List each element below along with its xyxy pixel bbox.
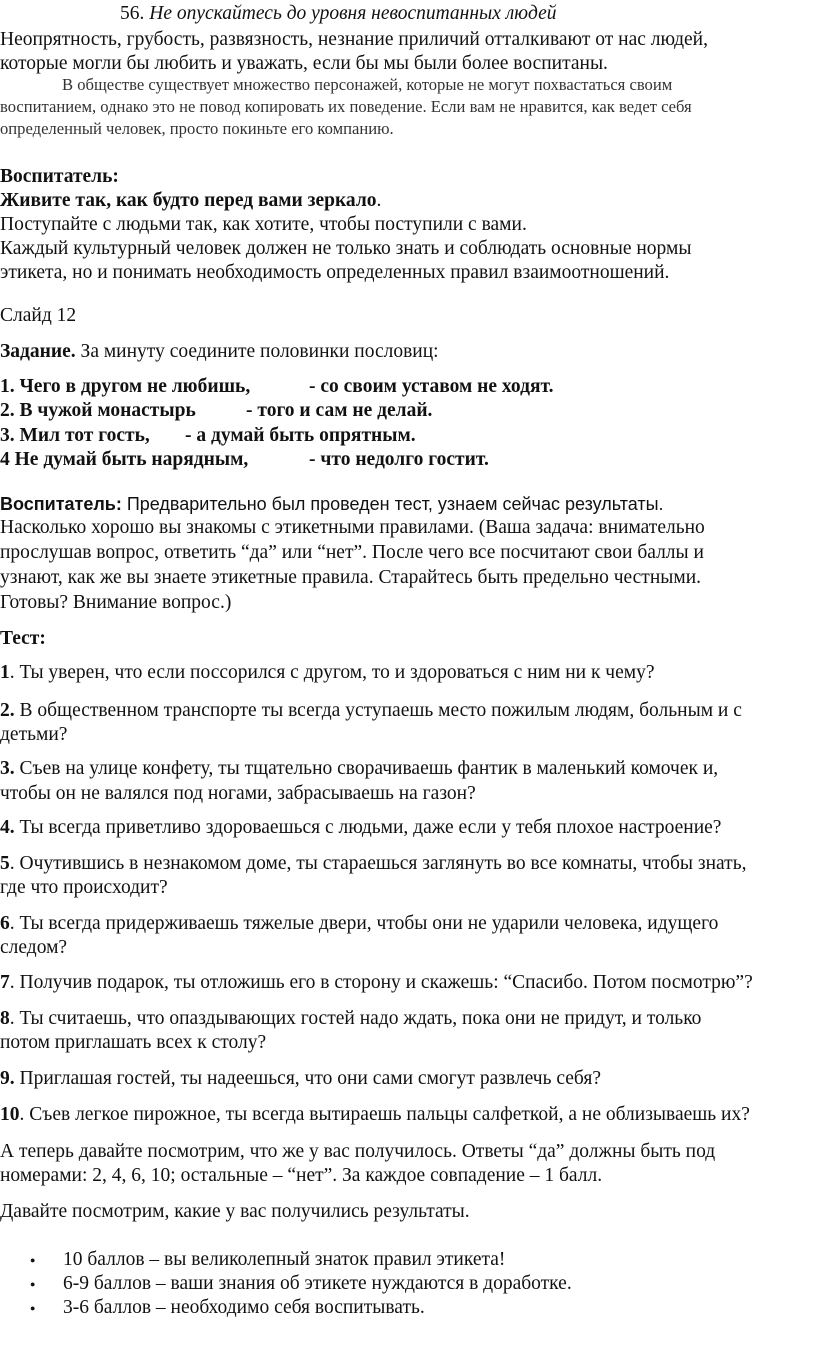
proverb-right: - того и сам не делай. — [246, 400, 433, 421]
motto-period: . — [376, 190, 382, 211]
question-text: . Ты уверен, что если поссорился с другом, то и здороваться с ним ни к чему? — [9, 662, 655, 683]
results-intro: Давайте посмотрим, какие у вас получились результаты. — [0, 1201, 470, 1222]
answers-line: А теперь давайте посмотрим, что же у вас получилось. Ответы “да” должны быть под — [0, 1141, 716, 1162]
test-question — [0, 757, 718, 781]
question-text-cont: чтобы он не валялся под ногами, забрасываешь на газон? — [0, 783, 476, 804]
question-number: 1 — [0, 662, 10, 683]
intro-small-line: определенный человек, просто покиньте его компанию. — [0, 119, 394, 138]
proverb-right: - что недолго гостит. — [309, 449, 489, 470]
test-question — [0, 699, 742, 723]
intro-line: которые могли бы любить и уважать, если бы мы были более воспитаны. — [0, 53, 608, 74]
educator-results-text: Предварительно был проведен тест, узнаем сейчас результаты. — [121, 494, 664, 514]
answers-line: номерами: 2, 4, 6, 10; остальные – “нет”. За каждое совпадение – 1 балл. — [0, 1165, 603, 1186]
task-line — [0, 340, 439, 364]
question-number: 2. — [0, 700, 15, 721]
test-question — [0, 852, 746, 876]
question-text-cont: где что происходит? — [0, 877, 168, 898]
proverb-right: - со своим уставом не ходят. — [309, 376, 554, 397]
educator-text-line: этикета, но и понимать необходимость определенных правил взаимоотношений. — [0, 262, 670, 283]
proverb-left: 4 Не думай быть нарядным, — [0, 449, 249, 470]
test-question — [0, 816, 721, 840]
slide-label: Слайд 12 — [0, 305, 77, 326]
section-number: 56. — [120, 3, 145, 24]
question-text-cont: следом? — [0, 937, 68, 958]
bullet-icon: ● — [30, 1279, 36, 1289]
question-number: 7 — [0, 972, 10, 993]
educator-text-line: Насколько хорошо вы знакомы с этикетными правилами. (Ваша задача: внимательно — [0, 517, 705, 538]
educator-text-line: прослушав вопрос, ответить “да” или “нет”. После чего все посчитают свои баллы и — [0, 542, 704, 563]
educator-results-line — [0, 492, 664, 516]
test-label: Тест: — [0, 628, 46, 649]
proverb-left: 1. Чего в другом не любишь, — [0, 376, 251, 397]
result-item: 10 баллов – вы великолепный знаток правил этикета! — [63, 1249, 506, 1270]
question-text-cont: потом приглашать всех к столу? — [0, 1032, 267, 1053]
educator-label: Воспитатель: — [0, 494, 122, 514]
question-number: 3. — [0, 758, 15, 779]
question-text: . Ты всегда придерживаешь тяжелые двери, чтобы они не ударили человека, идущего — [9, 913, 719, 934]
question-text-cont: детьми? — [0, 724, 68, 745]
test-question — [0, 1007, 701, 1031]
test-question — [0, 1067, 601, 1091]
question-number: 8 — [0, 1008, 10, 1029]
section-title: Не опускайтесь до уровня невоспитанных людей — [149, 3, 557, 24]
result-item: 3-6 баллов – необходимо себя воспитывать. — [63, 1297, 425, 1318]
educator-text-line: Готовы? Внимание вопрос.) — [0, 592, 232, 613]
proverb-right: - а думай быть опрятным. — [185, 425, 416, 446]
question-text: . Очутившись в незнакомом доме, ты стараешься заглянуть во все комнаты, чтобы знать, — [9, 853, 747, 874]
question-text: . Ты считаешь, что опаздывающих гостей надо ждать, пока они не придут, и только — [9, 1008, 702, 1029]
question-text: Приглашая гостей, ты надеешься, что они сами смогут развлечь себя? — [14, 1068, 601, 1089]
task-label: Задание. — [0, 341, 76, 362]
question-number: 4. — [0, 817, 15, 838]
question-text: . Съев легкое пирожное, ты всегда вытираешь пальцы салфеткой, а не облизываешь их? — [19, 1104, 750, 1125]
educator-motto: Живите так, как будто перед вами зеркало — [0, 190, 377, 211]
question-number: 10 — [0, 1104, 20, 1125]
section-heading — [120, 2, 557, 26]
intro-small-line: В обществе существует множество персонажей, которые не могут похвастаться своим — [62, 75, 673, 94]
intro-small-line: воспитанием, однако это не повод копировать их поведение. Если вам не нравится, как ведет себя — [0, 97, 692, 116]
educator-motto-line — [0, 189, 381, 213]
question-number: 6 — [0, 913, 10, 934]
intro-line: Неопрятность, грубость, развязность, незнание приличий отталкивают от нас людей, — [0, 29, 708, 50]
question-text: В общественном транспорте ты всегда уступаешь место пожилым людям, больным и с — [14, 700, 742, 721]
question-text: . Получив подарок, ты отложишь его в сторону и скажешь: “Спасибо. Потом посмотрю”? — [9, 972, 753, 993]
question-text: Съев на улице конфету, ты тщательно сворачиваешь фантик в маленький комочек и, — [14, 758, 719, 779]
proverb-left: 2. В чужой монастырь — [0, 400, 196, 421]
test-question — [0, 661, 655, 685]
question-number: 5 — [0, 853, 10, 874]
test-question — [0, 971, 753, 995]
educator-text-line: узнают, как же вы знаете этикетные правила. Старайтесь быть предельно честными. — [0, 567, 702, 588]
task-text: За минуту соедините половинки пословиц: — [75, 341, 439, 362]
test-question — [0, 1103, 750, 1127]
question-number: 9. — [0, 1068, 15, 1089]
test-question — [0, 912, 718, 936]
question-text: Ты всегда приветливо здороваешься с людьми, даже если у тебя плохое настроение? — [14, 817, 722, 838]
proverb-left: 3. Мил тот гость, — [0, 425, 150, 446]
educator-text-line: Каждый культурный человек должен не только знать и соблюдать основные нормы — [0, 238, 692, 259]
educator-label: Воспитатель: — [0, 166, 119, 187]
result-item: 6-9 баллов – ваши знания об этикете нуждаются в доработке. — [63, 1273, 572, 1294]
bullet-icon: ● — [30, 1255, 36, 1265]
bullet-icon: ● — [30, 1303, 36, 1313]
educator-text-line: Поступайте с людьми так, как хотите, чтобы поступили с вами. — [0, 214, 527, 235]
